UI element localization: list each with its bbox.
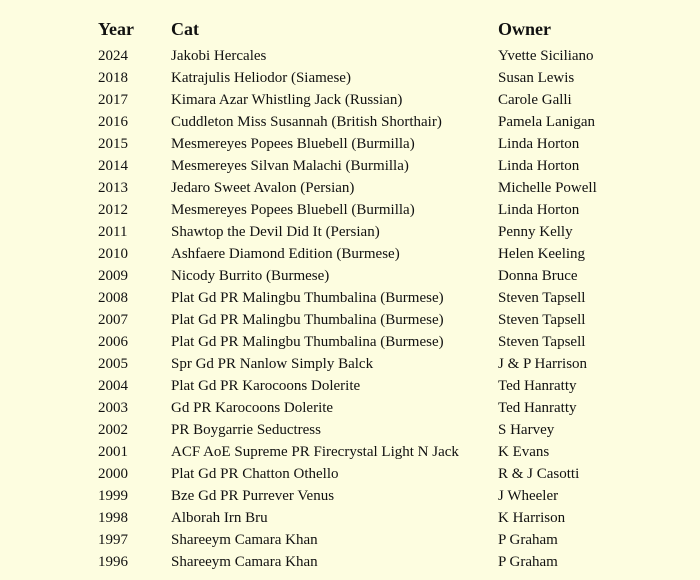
- table-row: [92, 309, 632, 331]
- cat-cell: ACF AoE Supreme PR Firecrystal Light N Jack: [171, 444, 459, 460]
- table-row: [92, 397, 632, 419]
- cat-cell: Plat Gd PR Karocoons Dolerite: [171, 378, 361, 394]
- year-cell: 1999: [98, 488, 128, 504]
- cat-cell: Mesmereyes Popees Bluebell (Burmilla): [171, 136, 415, 152]
- year-cell: 2006: [98, 334, 128, 350]
- table-row: [92, 485, 632, 507]
- owner-cell: Ted Hanratty: [498, 378, 577, 394]
- year-cell: 2004: [98, 378, 128, 394]
- year-cell: 1996: [98, 554, 128, 570]
- table-row: [92, 43, 632, 67]
- cat-cell: Cuddleton Miss Susannah (British Shorthair): [171, 114, 442, 130]
- cat-cell: Jakobi Hercales: [171, 48, 267, 64]
- owner-cell: Linda Horton: [498, 136, 580, 152]
- table-row: [92, 265, 632, 287]
- owner-cell: Helen Keeling: [498, 246, 586, 262]
- table-row: [92, 353, 632, 375]
- cat-cell: Katrajulis Heliodor (Siamese): [171, 70, 351, 86]
- owner-cell: P Graham: [498, 554, 558, 570]
- owner-column-header: Owner: [498, 18, 551, 39]
- owner-cell: Steven Tapsell: [498, 290, 586, 306]
- year-cell: 2013: [98, 180, 128, 196]
- owner-cell: R & J Casotti: [498, 466, 580, 482]
- table-row: [92, 463, 632, 485]
- table-body: [92, 43, 632, 573]
- owner-cell: Steven Tapsell: [498, 334, 586, 350]
- cat-cell: Shareeym Camara Khan: [171, 554, 318, 570]
- year-cell: 2024: [98, 48, 128, 64]
- owner-cell: K Evans: [498, 444, 550, 460]
- year-cell: 2002: [98, 422, 128, 438]
- owner-cell: Michelle Powell: [498, 180, 597, 196]
- year-cell: 2011: [98, 224, 128, 240]
- owner-cell: Yvette Siciliano: [498, 48, 594, 64]
- table-row: [92, 529, 632, 551]
- cat-cell: Mesmereyes Silvan Malachi (Burmilla): [171, 158, 409, 174]
- year-cell: 2016: [98, 114, 128, 130]
- owner-cell: Donna Bruce: [498, 268, 578, 284]
- year-cell: 2017: [98, 92, 128, 108]
- year-cell: 2010: [98, 246, 128, 262]
- owner-cell: Linda Horton: [498, 158, 580, 174]
- owner-cell: J & P Harrison: [498, 356, 588, 372]
- owner-cell: Ted Hanratty: [498, 400, 577, 416]
- year-cell: 2007: [98, 312, 128, 328]
- cat-cell: Nicody Burrito (Burmese): [171, 268, 330, 284]
- winners-table: [92, 15, 632, 573]
- cat-cell: Alborah Irn Bru: [171, 510, 268, 526]
- cat-column-header: Cat: [171, 18, 199, 39]
- table-row: [92, 155, 632, 177]
- year-cell: 1998: [98, 510, 128, 526]
- cat-cell: Mesmereyes Popees Bluebell (Burmilla): [171, 202, 415, 218]
- cat-cell: Gd PR Karocoons Dolerite: [171, 400, 334, 416]
- cat-cell: Bze Gd PR Purrever Venus: [171, 488, 335, 504]
- table-row: [92, 507, 632, 529]
- year-cell: 2012: [98, 202, 128, 218]
- table-row: [92, 331, 632, 353]
- year-cell: 2003: [98, 400, 128, 416]
- table-row: [92, 243, 632, 265]
- cat-cell: PR Boygarrie Seductress: [171, 422, 321, 438]
- table-row: [92, 551, 632, 573]
- cat-cell: Plat Gd PR Malingbu Thumbalina (Burmese): [171, 290, 444, 306]
- table-row: [92, 419, 632, 441]
- owner-cell: Penny Kelly: [498, 224, 573, 240]
- table-row: [92, 441, 632, 463]
- table-row: [92, 375, 632, 397]
- year-cell: 2008: [98, 290, 128, 306]
- cat-cell: Jedaro Sweet Avalon (Persian): [171, 180, 355, 196]
- table-row: [92, 287, 632, 309]
- cat-cell: Plat Gd PR Malingbu Thumbalina (Burmese): [171, 312, 444, 328]
- cat-cell: Shawtop the Devil Did It (Persian): [171, 224, 380, 240]
- table-row: [92, 177, 632, 199]
- owner-cell: J Wheeler: [498, 488, 559, 504]
- table-row: [92, 67, 632, 89]
- cat-cell: Ashfaere Diamond Edition (Burmese): [171, 246, 400, 262]
- cat-cell: Plat Gd PR Malingbu Thumbalina (Burmese): [171, 334, 444, 350]
- year-cell: 1997: [98, 532, 128, 548]
- year-cell: 2018: [98, 70, 128, 86]
- table-row: [92, 133, 632, 155]
- table-row: [92, 89, 632, 111]
- table-row: [92, 111, 632, 133]
- year-cell: 2015: [98, 136, 128, 152]
- owner-cell: K Harrison: [498, 510, 566, 526]
- owner-cell: Susan Lewis: [498, 70, 575, 86]
- owner-cell: Linda Horton: [498, 202, 580, 218]
- table-row: [92, 199, 632, 221]
- year-cell: 2005: [98, 356, 128, 372]
- cat-cell: Kimara Azar Whistling Jack (Russian): [171, 92, 403, 108]
- table-row: [92, 221, 632, 243]
- owner-cell: Pamela Lanigan: [498, 114, 596, 130]
- owner-cell: Carole Galli: [498, 92, 572, 108]
- year-cell: 2009: [98, 268, 128, 284]
- year-column-header: Year: [98, 18, 134, 39]
- cat-cell: Plat Gd PR Chatton Othello: [171, 466, 339, 482]
- cat-cell: Spr Gd PR Nanlow Simply Balck: [171, 356, 374, 372]
- owner-cell: S Harvey: [498, 422, 555, 438]
- cat-cell: Shareeym Camara Khan: [171, 532, 318, 548]
- header-row: [92, 15, 632, 43]
- year-cell: 2001: [98, 444, 128, 460]
- year-cell: 2000: [98, 466, 128, 482]
- owner-cell: P Graham: [498, 532, 558, 548]
- year-cell: 2014: [98, 158, 128, 174]
- owner-cell: Steven Tapsell: [498, 312, 586, 328]
